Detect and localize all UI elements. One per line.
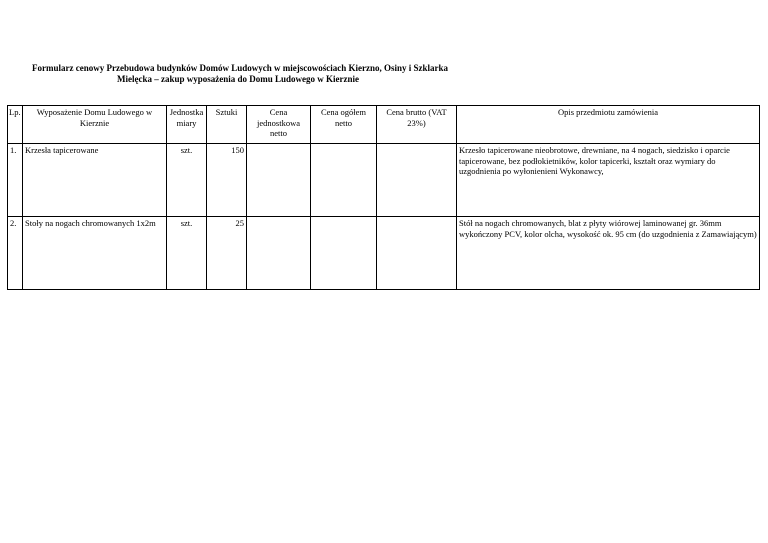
row-total-net[interactable]	[311, 217, 377, 290]
row-unit-price[interactable]	[247, 217, 311, 290]
header-unit: Jednostka miary	[167, 106, 207, 144]
row-qty: 150	[207, 144, 247, 217]
header-unit-price: Cena jednostkowa netto	[247, 106, 311, 144]
row-total-net[interactable]	[311, 144, 377, 217]
row-lp: 2.	[8, 217, 23, 290]
row-item: Stoły na nogach chromowanych 1x2m	[23, 217, 167, 290]
header-lp: Lp.	[8, 106, 23, 144]
row-qty: 25	[207, 217, 247, 290]
header-description: Opis przedmiotu zamówienia	[457, 106, 760, 144]
title-line-2: Mielęcka – zakup wyposażenia do Domu Ludowego w Kierznie	[117, 74, 359, 84]
row-unit: szt.	[167, 217, 207, 290]
table-row	[8, 144, 760, 217]
document-title	[32, 63, 452, 85]
table-header-row	[8, 106, 760, 144]
row-item: Krzesła tapicerowane	[23, 144, 167, 217]
header-qty: Sztuki	[207, 106, 247, 144]
row-unit: szt.	[167, 144, 207, 217]
title-line-1: Formularz cenowy Przebudowa budynków Domów Ludowych w miejscowościach Kierzno, Osiny i Szklarka	[32, 63, 448, 73]
header-gross: Cena brutto (VAT 23%)	[377, 106, 457, 144]
header-item: Wyposażenie Domu Ludowego w Kierznie	[23, 106, 167, 144]
price-form-table	[7, 105, 760, 290]
row-description: Stół na nogach chromowanych, blat z płyty wiórowej laminowanej gr. 36mm wykończony PCV, kolor olcha, wysokość ok. 95 cm (do uzgodnienia z Zamawiającym)	[457, 217, 760, 290]
header-total-net: Cena ogółem netto	[311, 106, 377, 144]
row-description: Krzesło tapicerowane nieobrotowe, drewniane, na 4 nogach, siedzisko i oparcie tapicerowane, bez podłokietników, kolor tapicerki, kształt oraz wymiary do uzgodnienia po wyłonienieni Wykonawcy,	[457, 144, 760, 217]
row-unit-price[interactable]	[247, 144, 311, 217]
row-lp: 1.	[8, 144, 23, 217]
row-gross[interactable]	[377, 217, 457, 290]
row-gross[interactable]	[377, 144, 457, 217]
table-row	[8, 217, 760, 290]
